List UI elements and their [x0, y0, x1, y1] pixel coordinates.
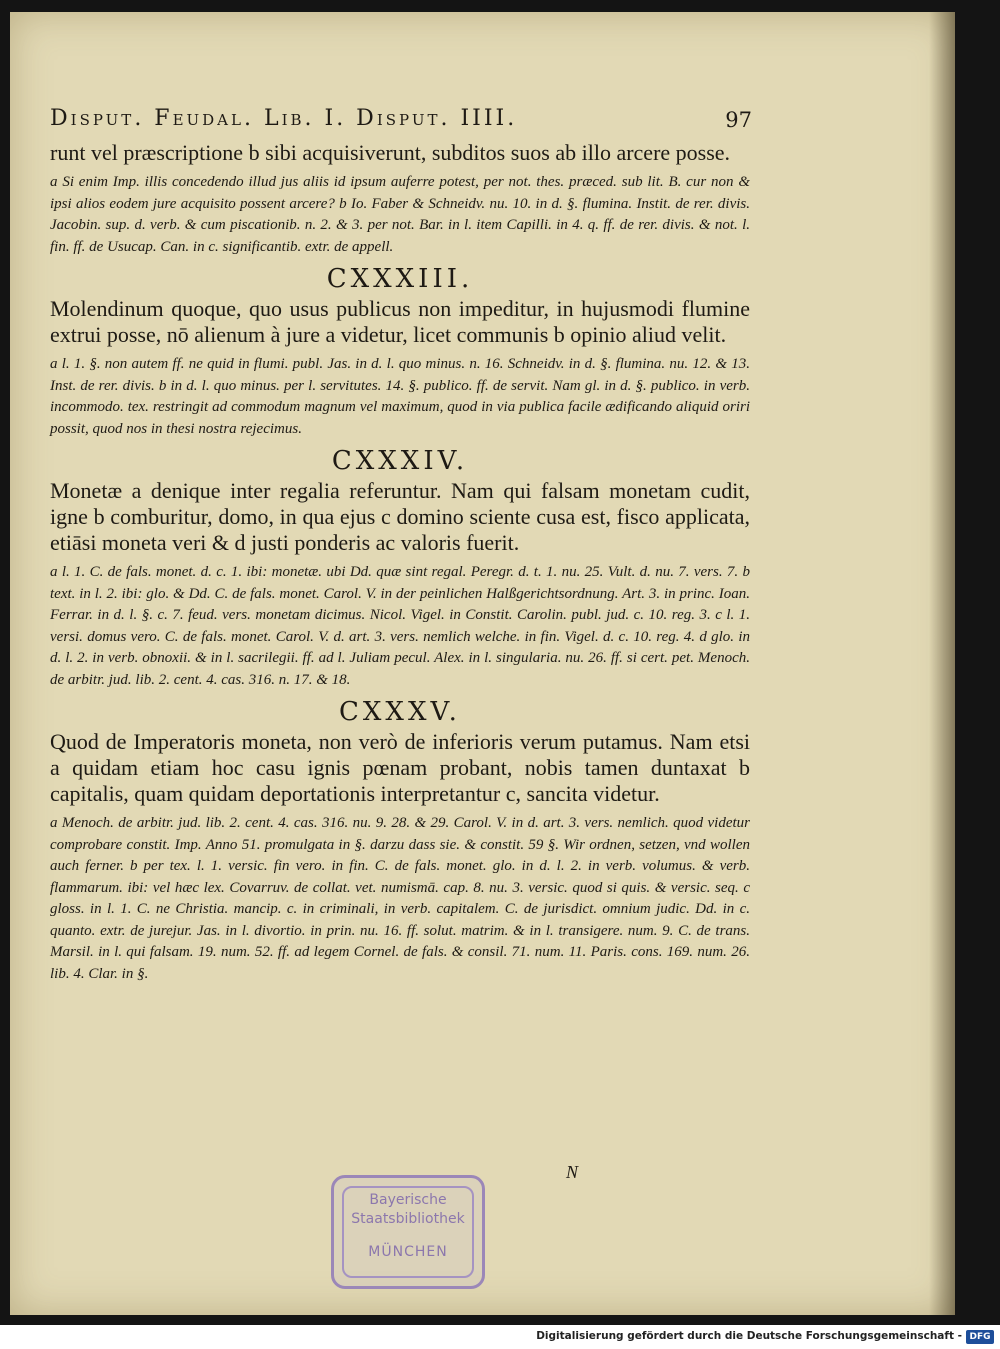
footnote: a l. 1. §. non autem ff. ne quid in flumi. publ. Jas. in d. l. quo minus. n. 16. Schneidv. in d. §. flumina. nu. 12. & 13. Inst. de rer. divis. b in d. l. quo minus. per l. servitutes. 14. §. publico. ff. de servit. Nam gl. in d. §. publico. in verb. incommodo. tex. restringit ad commodum magnum vel maximum, quod in via publica facile ædificando aliquid oriri possit, quod nos in thesi nostra rejecimus. — [50, 356, 750, 437]
body-paragraph: Quod de Imperatoris moneta, non verò de inferioris verum putamus. Nam etsi a quidam etiam hoc casu ignis pœnam probant, nobis tamen duntaxat b capitalis, quam quidam deportationis interpretantur c, sancita videtur. — [50, 729, 750, 806]
section-number: CXXXV. — [339, 697, 461, 727]
footnote: a Menoch. de arbitr. jud. lib. 2. cent. 4. cas. 316. nu. 9. 28. & 29. Carol. V. in d. art. 3. vers. nemlich. quod videtur comprobare constit. Imp. Anno 51. promulgata in §. darzu dass sie. & constit. 59 §. Wir ordnen, setzen, vnd wollen auch ferner. b per tex. l. 1. versic. fin vero. in fin. C. de fals. monet. glo. in d. l. 2. in verb. volumus. & verb. flammarum. ibi: vel hæc lex. Covarruv. de collat. vet. numismā. cap. 8. nu. 3. versic. quod si quis. & versic. seq. c gloss. in l. 1. C. ne Christia. mancip. c. in criminali, in verb. capitalem. C. de jurisdict. omnium judic. Dd. in c. quanto. extr. de jurejur. Jas. in l. divortio. in prin. nu. 16. ff. solut. matrim. & in l. transigere. num. 9. C. de trans. Marsil. in l. qui falsam. 19. num. 52. ff. ad legem Cornel. de fals. & consil. 71. num. 11. Paris. cons. 169. num. 26. lib. 4. Clar. in §. — [50, 815, 750, 982]
section-number: CXXXIV. — [331, 446, 469, 476]
stamp-line-3: MÜNCHEN — [368, 1244, 448, 1260]
text-block — [50, 106, 750, 985]
section-number: CXXXIII. — [326, 264, 474, 294]
footnote: a Si enim Imp. illis concedendo illud jus aliis id ipsum auferre potest, per not. thes. præced. sub lit. B. cur non & ipsi alios eodem jure acquisito possent arcere? b Io. Faber & Schneidv. nu. 10. in d. §. flumina. Instit. de rer. divis. Jacobin. sup. d. verb. & cum piscationib. n. 2. & 3. per not. Bar. in l. item Capilli. in 4. q. ff. de rer. divis. & not. l. fin. ff. de Usucap. Can. in c. significantib. extr. de appell. — [50, 174, 750, 255]
running-head — [50, 106, 750, 140]
footer-bar — [0, 1325, 1000, 1349]
body-paragraph: runt vel præscriptione b sibi acquisiverunt, subditos suos ab illo arcere posse. — [50, 140, 731, 165]
funding-credit: Digitalisierung gefördert durch die Deutsche Forschungsgemeinschaft - — [536, 1330, 962, 1342]
body-paragraph: Molendinum quoque, quo usus publicus non impeditur, in hujusmodi flumine extrui posse, nō alienum à jure a videtur, licet communis b opinio aliud velit. — [50, 296, 750, 347]
running-head-title: Disput. Feudal. Lib. I. Disput. IIII. — [50, 106, 518, 131]
footnote: a l. 1. C. de fals. monet. d. c. 1. ibi: monetæ. ubi Dd. quæ sint regal. Peregr. d. t. 1. nu. 25. Vult. d. nu. 7. vers. 7. b text. in l. 2. ibi: glo. & Dd. C. de fals. monet. Carol. V. in der peinlichen Halßgerichtsordnung. Art. 3. in princ. Ioan. Ferrar. in d. l. §. c. 7. feud. vers. monetam dicimus. Nicol. Vigel. in Constit. Carolin. publ. jud. c. 10. reg. 3. c l. 1. versi. domus vero. C. de fals. monet. Carol. V. d. art. 3. vers. nemlich welche. in fin. Vigel. d. c. 10. reg. 4. d glo. in d. l. 2. in verb. obnoxii. & in l. sacrilegii. ff. ad l. Juliam pecul. Alex. in l. singularia. nu. 26. ff. si cert. pet. Menoch. de arbitr. jud. lib. 2. cent. 4. cas. 316. n. 17. & 18. — [50, 564, 750, 688]
stamp-line-1: Bayerische — [369, 1192, 447, 1208]
page-number: 97 — [725, 108, 752, 132]
body-paragraph: Monetæ a denique inter regalia referuntur. Nam qui falsam monetam cudit, igne b comburitur, domo, in qua ejus c domino sciente cusa est, fisco applicata, etiāsi moneta veri & d justi ponderis ac valoris fuerit. — [50, 478, 750, 555]
catchword: N — [566, 1162, 579, 1182]
dfg-logo-icon[interactable]: DFG — [966, 1330, 994, 1344]
book-page — [10, 12, 955, 1315]
library-stamp — [331, 1175, 485, 1289]
page-gutter-shadow — [929, 12, 955, 1315]
stamp-line-2: Staatsbibliothek — [351, 1211, 465, 1227]
